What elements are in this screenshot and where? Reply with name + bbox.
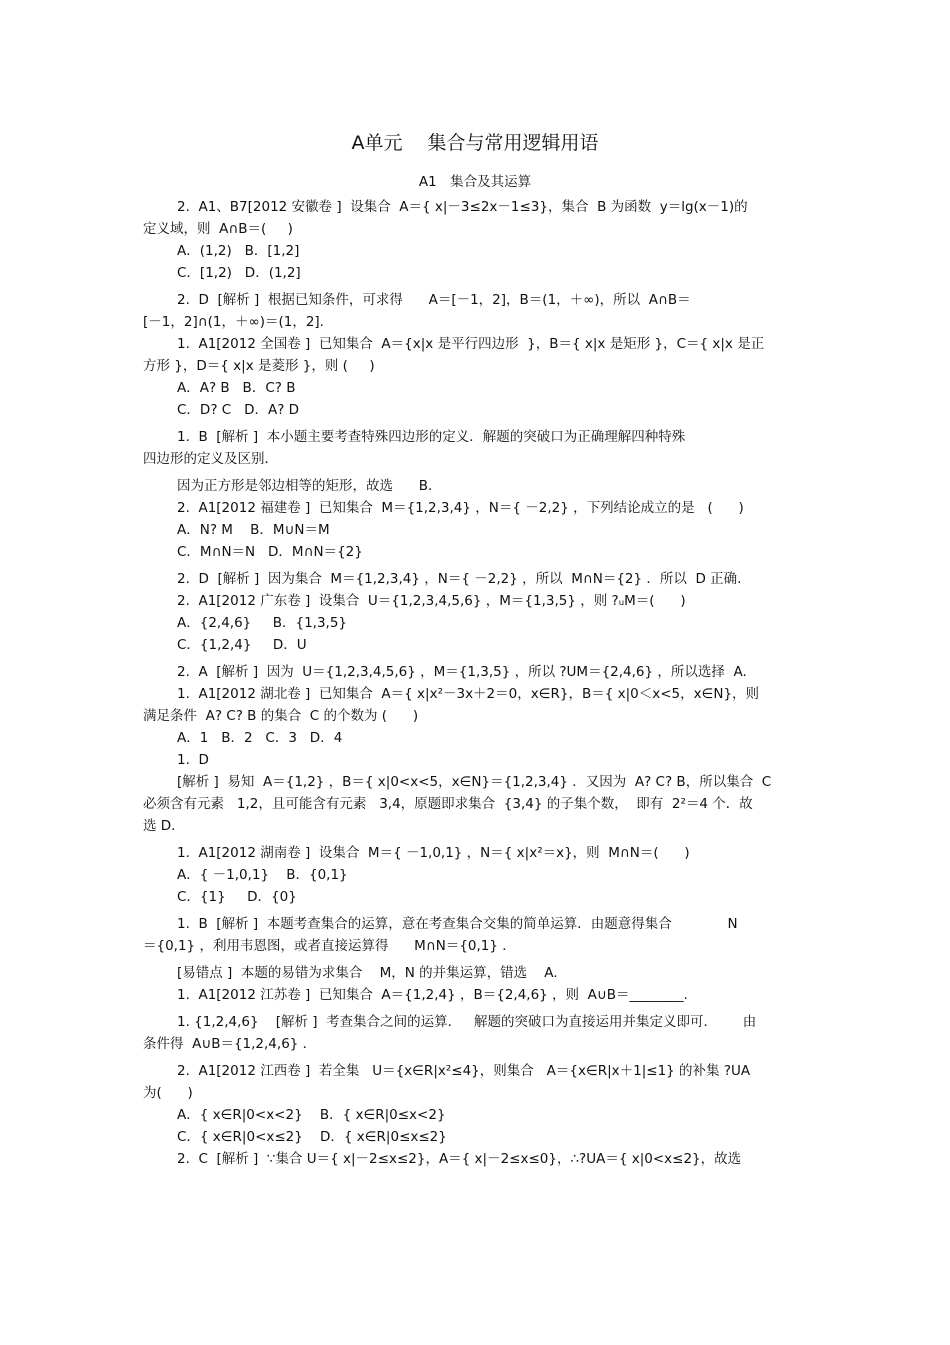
text-line: [－1，2]∩(1，＋∞)＝(1，2]. — [143, 314, 324, 330]
text-line: 2. C [解析 ] ∵集合 U＝{ x|－2≤x≤2}，A＝{ x|－2≤x≤0}，∴?UA＝{ x|0<x≤2}，故选 — [177, 1151, 742, 1167]
text-line: C．D? C D．A? D — [177, 402, 300, 418]
document-body — [143, 196, 808, 1170]
text-line: A．N? M B．M∪N＝M — [177, 522, 330, 538]
text-line: 2. D [解析 ] 因为集合 M＝{1,2,3,4} ，N＝{ －2,2} ，所以 M∩N＝{2} ．所以 D 正确. — [177, 571, 742, 587]
text-line: A．(1,2) B．[1,2] — [177, 243, 300, 259]
text-line: 1. {1,2,4,6} [解析 ] 考查集合之间的运算． 解题的突破口为直接运用并集定义即可． 由 — [177, 1014, 757, 1030]
text-line: A．{2,4,6} B．{1,3,5} — [177, 615, 348, 631]
text-line: 条件得 A∪B＝{1,2,4,6} ． — [143, 1036, 317, 1052]
text-line: 2. A [解析 ] 因为 U＝{1,2,3,4,5,6} ，M＝{1,3,5} ，所以 ?UM＝{2,4,6} ，所以选择 A. — [177, 664, 747, 680]
text-line: C．{ x∈R|0<x≤2} D．{ x∈R|0≤x≤2} — [177, 1129, 447, 1145]
text-line: 1. A1[2012 江苏卷 ] 已知集合 A＝{1,2,4} ，B＝{2,4,6} ，则 A∪B＝________. — [177, 987, 688, 1003]
text-line: [易错点 ] 本题的易错为求集合 M，N 的并集运算，错选 A. — [177, 965, 558, 981]
text-line: 1. A1[2012 湖北卷 ] 已知集合 A＝{ x|x²－3x＋2＝0，x∈R}，B＝{ x|0＜x<5，x∈N}，则 — [177, 686, 760, 702]
text-line: A．{ x∈R|0<x<2} B．{ x∈R|0≤x<2} — [177, 1107, 446, 1123]
text-line: ＝{0,1} ，利用韦恩图，或者直接运算得 M∩N＝{0,1} ． — [143, 938, 516, 954]
text-line: 1. B [解析 ] 本题考查集合的运算，意在考查集合交集的简单运算．由题意得集合 N — [177, 916, 738, 932]
section-subtitle: A1 集合及其运算 — [418, 174, 532, 190]
text-line: [解析 ] 易知 A＝{1,2} ，B＝{ x|0<x<5，x∈N}＝{1,2,3,4} ．又因为 A? C? B，所以集合 C — [177, 774, 772, 790]
text-line: 1. B [解析 ] 本小题主要考查特殊四边形的定义．解题的突破口为正确理解四种特殊 — [177, 429, 686, 445]
text-line: 1. A1[2012 湖南卷 ] 设集合 M＝{ －1,0,1} ，N＝{ x|x²＝x}，则 M∩N＝( ) — [177, 845, 690, 861]
text-line: 1. A1[2012 全国卷 ] 已知集合 A＝{x|x 是平行四边形 }，B＝{ x|x 是矩形 }，C＝{ x|x 是正 — [177, 336, 765, 352]
text-line: C．M∩N＝N D．M∩N＝{2} — [177, 544, 363, 560]
text-line: 2. A1[2012 广东卷 ] 设集合 U＝{1,2,3,4,5,6} ，M＝{1,3,5} ，则 ?ᵤM＝( ) — [177, 593, 686, 609]
text-line: 2. A1[2012 江西卷 ] 若全集 U＝{x∈R|x²≤4}，则集合 A＝{x∈R|x＋1|≤1} 的补集 ?UA — [177, 1063, 751, 1079]
text-line: 定义域，则 A∩B＝( ) — [143, 221, 293, 237]
text-line: 1. D — [177, 752, 209, 768]
text-line: A．1 B．2 C．3 D．4 — [177, 730, 343, 746]
text-line: 2. D [解析 ] 根据已知条件，可求得 A＝[－1，2]，B＝(1，＋∞)，所以 A∩B＝ — [177, 292, 691, 308]
page-title: A单元 集合与常用逻辑用语 — [351, 132, 599, 154]
text-line: 必须含有元素 1,2，且可能含有元素 3,4，原题即求集合 {3,4} 的子集个数， 即有 2²＝4 个．故 — [143, 796, 753, 812]
text-line: A．{ －1,0,1} B．{0,1} — [177, 867, 348, 883]
text-line: 选 D. — [143, 818, 176, 834]
text-line: 2. A1、B7[2012 安徽卷 ] 设集合 A＝{ x|－3≤2x－1≤3}，集合 B 为函数 y＝lg(x－1)的 — [177, 199, 748, 215]
text-line: 因为正方形是邻边相等的矩形，故选 B. — [177, 478, 433, 494]
text-line: 方形 }，D＝{ x|x 是菱形 }，则 ( ) — [143, 358, 375, 374]
text-line: 四边形的定义及区别． — [143, 451, 278, 467]
text-line: C．[1,2) D．(1,2] — [177, 265, 301, 281]
text-line: C．{1,2,4} D．U — [177, 637, 307, 653]
text-line: C．{1} D．{0} — [177, 889, 297, 905]
text-line: 满足条件 A? C? B 的集合 C 的个数为 ( ) — [143, 708, 419, 724]
text-line: 为( ) — [143, 1085, 193, 1101]
text-line: A．A? B B．C? B — [177, 380, 296, 396]
text-line: 2. A1[2012 福建卷 ] 已知集合 M＝{1,2,3,4} ，N＝{ －2,2} ，下列结论成立的是 ( ) — [177, 500, 744, 516]
